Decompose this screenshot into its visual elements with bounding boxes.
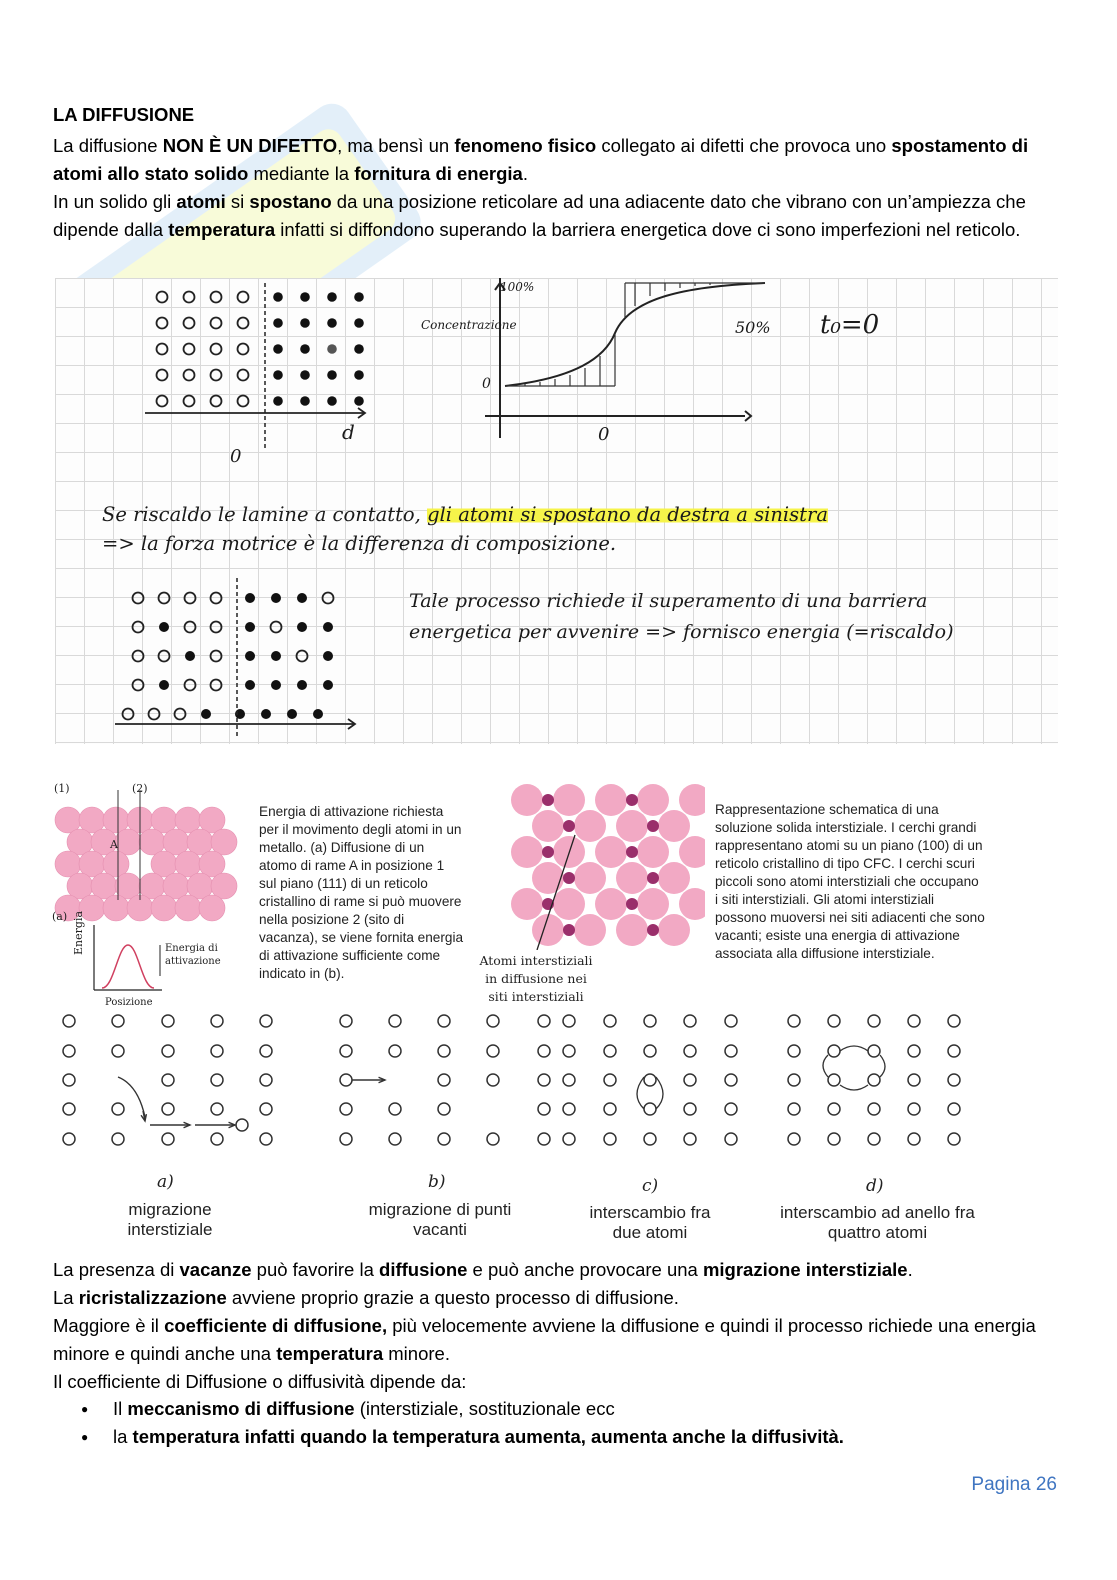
host-atom — [658, 862, 690, 894]
copper-lattice-figure — [52, 780, 252, 1010]
open-atom — [133, 651, 144, 662]
filled-atom — [300, 292, 310, 302]
lattice-site — [340, 1103, 352, 1115]
copper-atom — [151, 895, 177, 921]
host-atom — [658, 914, 690, 946]
lattice-site — [340, 1133, 352, 1145]
host-atom — [679, 836, 705, 868]
interstitial-atom — [626, 898, 638, 910]
lattice-site — [63, 1074, 75, 1086]
ring-arrow — [840, 1085, 868, 1090]
filled-atom — [323, 622, 333, 632]
host-atom — [595, 888, 627, 920]
open-atom — [184, 344, 195, 355]
open-atom — [185, 593, 196, 604]
lattice-site — [604, 1015, 616, 1027]
filled-atom — [354, 318, 364, 328]
energy-axis-label: Energia — [72, 911, 85, 955]
label-A: A — [110, 838, 118, 851]
mechanism-a-letter: a) — [157, 1172, 174, 1192]
lattice-site — [487, 1015, 499, 1027]
lattice-site — [908, 1074, 920, 1086]
mechanism-d-label: interscambio ad anello fra quattro atomi — [780, 1203, 975, 1242]
lattice-site — [260, 1074, 272, 1086]
open-atom — [184, 370, 195, 381]
interstitial-lattice-figure — [505, 780, 705, 950]
lattice-diagram-2 — [110, 578, 370, 738]
filled-atom — [245, 680, 255, 690]
filled-atom — [323, 651, 333, 661]
open-atom — [184, 318, 195, 329]
lattice-site — [260, 1045, 272, 1057]
host-atom — [637, 836, 669, 868]
lattice-site — [538, 1103, 550, 1115]
open-atom — [211, 651, 222, 662]
lattice-site — [725, 1103, 737, 1115]
open-atom — [211, 292, 222, 303]
open-atom — [323, 593, 334, 604]
lattice-site — [868, 1045, 880, 1057]
filled-atom — [287, 709, 297, 719]
filled-atom — [297, 680, 307, 690]
open-atom — [185, 622, 196, 633]
lattice-site — [948, 1133, 960, 1145]
lattice-site — [948, 1015, 960, 1027]
lattice-site — [438, 1103, 450, 1115]
filled-atom — [354, 292, 364, 302]
lattice-site — [211, 1133, 223, 1145]
lattice-site — [828, 1133, 840, 1145]
lattice-site — [563, 1045, 575, 1057]
lattice-site — [868, 1133, 880, 1145]
filled-atom — [354, 344, 364, 354]
lattice-site — [211, 1045, 223, 1057]
lattice-site — [438, 1045, 450, 1057]
filled-atom — [271, 651, 281, 661]
lattice-site — [908, 1045, 920, 1057]
handwritten-notes-panel — [55, 278, 1058, 744]
note-line-1 — [102, 503, 828, 526]
interstitial-atom — [563, 820, 575, 832]
open-atom — [159, 651, 170, 662]
lattice-site — [788, 1103, 800, 1115]
lattice-site — [162, 1045, 174, 1057]
mechanism-c-letter: c) — [642, 1176, 659, 1196]
filled-atom — [327, 292, 337, 302]
graph-t0-label: t₀=0 — [820, 310, 880, 340]
open-atom — [133, 593, 144, 604]
note-line-3: Tale processo richiede il superamento di una barriera — [409, 590, 928, 612]
note-line-4: energetica per avvenire => fornisco energia (=riscaldo) — [409, 621, 954, 643]
ring-arrow — [823, 1055, 828, 1077]
lattice-site — [260, 1015, 272, 1027]
lattice-site — [162, 1074, 174, 1086]
filled-atom — [327, 396, 337, 406]
lattice-site — [211, 1015, 223, 1027]
filled-atom — [201, 709, 211, 719]
migrating-atom — [236, 1119, 248, 1131]
open-atom — [184, 396, 195, 407]
lattice-site — [260, 1133, 272, 1145]
lattice-site — [487, 1045, 499, 1057]
lattice-site — [538, 1074, 550, 1086]
open-atom — [238, 370, 249, 381]
lattice-site — [644, 1103, 656, 1115]
filled-atom — [273, 344, 283, 354]
lattice-site — [112, 1103, 124, 1115]
graph-zero-y: 0 — [482, 376, 491, 392]
ring-arrow — [880, 1055, 885, 1077]
lattice-site — [828, 1045, 840, 1057]
filled-atom — [327, 344, 337, 354]
lattice-site — [538, 1133, 550, 1145]
interstitial-atom — [563, 872, 575, 884]
mechanism-b-label: migrazione di punti vacanti — [368, 1200, 512, 1239]
host-atom — [616, 914, 648, 946]
lattice-site — [828, 1103, 840, 1115]
open-atom — [184, 292, 195, 303]
list-item: ● la temperatura infatti quando la temperatura aumenta, aumenta anche la diffusività. — [113, 1423, 1093, 1451]
open-atom — [175, 709, 186, 720]
lattice-site — [604, 1074, 616, 1086]
open-atom — [211, 344, 222, 355]
lattice-site — [868, 1103, 880, 1115]
filled-atom — [297, 593, 307, 603]
lattice-site — [948, 1103, 960, 1115]
filled-atom — [245, 651, 255, 661]
lattice-site — [725, 1133, 737, 1145]
lattice-site — [604, 1103, 616, 1115]
lattice-site — [389, 1133, 401, 1145]
filled-atom — [159, 680, 169, 690]
position-axis-label: Posizione — [105, 997, 153, 1008]
concentration-graph — [465, 278, 795, 448]
lattice-site — [948, 1045, 960, 1057]
host-atom — [574, 914, 606, 946]
open-atom — [157, 318, 168, 329]
open-atom — [133, 680, 144, 691]
lattice-site — [487, 1074, 499, 1086]
note-line-2: => la forza motrice è la differenza di composizione. — [102, 532, 617, 555]
caption-interstitial-solution: Rappresentazione schematica di una soluzione solida interstiziale. I cerchi grandi rappresentano atomi su un piano (100) di un reticolo cristallino di tipo CFC. I cerchi scuri piccoli sono atomi interstiziali che occupano i siti interstiziali. Gli atomi interstiziali possono muoversi nei siti adiacenti che sono vacanti; esiste una energia di attivazione associata alla diffusione interstiziale. — [715, 802, 985, 961]
filled-atom — [159, 622, 169, 632]
diffusion-mechanisms-diagram — [50, 1005, 980, 1155]
lattice-site — [563, 1103, 575, 1115]
filled-atom — [297, 622, 307, 632]
host-atom — [553, 784, 585, 816]
note-line-1-highlight: gli atomi si spostano da destra a sinistra — [427, 503, 828, 526]
lattice-site — [563, 1074, 575, 1086]
host-atom — [658, 810, 690, 842]
lattice-site — [868, 1015, 880, 1027]
open-atom — [271, 622, 282, 633]
filled-atom — [273, 292, 283, 302]
host-atom — [511, 888, 543, 920]
open-atom — [159, 593, 170, 604]
lattice-site — [908, 1103, 920, 1115]
body-paragraph-1: La presenza di vacanze può favorire la diffusione e può anche provocare una migrazione interstiziale. — [53, 1259, 913, 1280]
lattice-site — [868, 1074, 880, 1086]
graph-50-label: 50% — [735, 318, 771, 337]
lattice-site — [63, 1015, 75, 1027]
filled-atom — [273, 396, 283, 406]
note-line-1-plain: Se riscaldo le lamine a contatto, — [102, 503, 421, 526]
lattice-site — [948, 1074, 960, 1086]
interstitial-atom — [542, 846, 554, 858]
filled-atom — [354, 370, 364, 380]
lattice-site — [162, 1015, 174, 1027]
activation-energy-label: Energia di attivazione — [165, 943, 221, 967]
interstitial-atom — [647, 924, 659, 936]
lattice-site — [788, 1133, 800, 1145]
host-atom — [595, 836, 627, 868]
filled-atom — [300, 396, 310, 406]
filled-atom — [271, 593, 281, 603]
lattice-site — [908, 1015, 920, 1027]
filled-atom — [273, 370, 283, 380]
filled-atom — [300, 370, 310, 380]
lattice-site — [438, 1074, 450, 1086]
host-atom — [511, 836, 543, 868]
lattice-site — [684, 1074, 696, 1086]
mechanism-a-label: migrazione interstiziale — [127, 1200, 213, 1239]
open-atom — [157, 370, 168, 381]
host-atom — [532, 810, 564, 842]
lattice-site — [389, 1015, 401, 1027]
lattice-site — [563, 1015, 575, 1027]
lattice-site — [211, 1074, 223, 1086]
host-atom — [637, 888, 669, 920]
host-atom — [511, 784, 543, 816]
lattice-site — [487, 1133, 499, 1145]
lattice-site — [644, 1015, 656, 1027]
lattice-site — [684, 1015, 696, 1027]
lattice-site — [389, 1103, 401, 1115]
host-atom — [574, 862, 606, 894]
lattice-site — [211, 1103, 223, 1115]
host-atom — [574, 810, 606, 842]
label-1: (1) — [54, 782, 70, 795]
open-atom — [123, 709, 134, 720]
lattice-site — [112, 1045, 124, 1057]
host-atom — [616, 862, 648, 894]
host-atom — [679, 888, 705, 920]
filled-atom — [185, 651, 195, 661]
filled-atom — [273, 318, 283, 328]
lattice-site — [538, 1015, 550, 1027]
lattice-site — [162, 1133, 174, 1145]
lattice-site — [340, 1074, 352, 1086]
filled-atom — [323, 680, 333, 690]
lattice-site — [438, 1133, 450, 1145]
copper-atom — [175, 895, 201, 921]
lattice-d-label: d — [342, 420, 355, 444]
interstitial-atom — [563, 924, 575, 936]
lattice-site — [340, 1015, 352, 1027]
body-paragraph-3: Maggiore è il coefficiente di diffusione, più velocemente avviene la diffusione e quindi il processo richiede una energia minore e quindi anche una temperatura minore. — [53, 1315, 1036, 1365]
lattice-site — [538, 1045, 550, 1057]
mechanism-d-letter: d) — [866, 1176, 884, 1196]
lattice-site — [63, 1045, 75, 1057]
host-atom — [637, 784, 669, 816]
lattice-site — [438, 1015, 450, 1027]
open-atom — [211, 370, 222, 381]
filled-atom — [245, 622, 255, 632]
ring-arrow — [840, 1046, 868, 1051]
body-paragraph-2: La ricristalizzazione avviene proprio grazie a questo processo di diffusione. — [53, 1287, 679, 1308]
intro-paragraph-2: In un solido gli atomi si spostano da una posizione reticolare ad una adiacente dato che vibrano con un’ampiezza che dipende dalla temperatura infatti si diffondono superando la barriera energetica dove ci sono imperfezioni nel reticolo. — [53, 191, 1026, 241]
host-atom — [553, 888, 585, 920]
arrow — [118, 1077, 145, 1117]
open-atom — [211, 396, 222, 407]
lattice-site — [788, 1074, 800, 1086]
lattice-site — [162, 1103, 174, 1115]
filled-atom — [271, 680, 281, 690]
graph-zero-x: 0 — [598, 424, 610, 445]
host-atom — [595, 784, 627, 816]
open-atom — [211, 593, 222, 604]
open-atom — [157, 344, 168, 355]
filled-atom — [300, 318, 310, 328]
host-atom — [532, 862, 564, 894]
caption-activation-energy: Energia di attivazione richiesta per il movimento degli atomi in un metallo. (a) Diffusione di un atomo di rame A in posizione 1 sul piano (111) di un reticolo cristallino di rame si può muovere nella posizione 2 (sito di vacanza), se viene fornita energia di attivazione sufficiente come indicato in (b). — [259, 804, 464, 981]
graph-concentration-label: Concentrazione — [421, 318, 517, 332]
lattice-diagram-1 — [135, 283, 375, 478]
intro-paragraph-1: La diffusione NON È UN DIFETTO, ma bensì un fenomeno fisico collegato ai difetti che provoca uno spostamento di atomi allo stato solido mediante la fornitura di energia. — [53, 135, 1029, 185]
lattice-site — [389, 1045, 401, 1057]
host-atom — [616, 810, 648, 842]
open-atom — [238, 396, 249, 407]
open-atom — [211, 680, 222, 691]
host-atom — [532, 914, 564, 946]
interstitial-atom — [647, 872, 659, 884]
lattice-site — [828, 1074, 840, 1086]
lattice-site — [112, 1015, 124, 1027]
lattice-site — [684, 1045, 696, 1057]
filled-atom — [313, 709, 323, 719]
lattice-site — [112, 1133, 124, 1145]
open-atom — [185, 680, 196, 691]
open-atom — [238, 344, 249, 355]
filled-atom — [327, 318, 337, 328]
lattice-site — [340, 1045, 352, 1057]
open-atom — [211, 622, 222, 633]
open-atom — [133, 622, 144, 633]
body-paragraph-4: Il coefficiente di Diffusione o diffusività dipende da: — [53, 1371, 467, 1392]
lattice-site — [63, 1103, 75, 1115]
lattice-zero-label: 0 — [230, 446, 242, 467]
filled-atom — [261, 709, 271, 719]
host-atom — [679, 784, 705, 816]
copper-atom — [103, 895, 129, 921]
mechanism-b-letter: b) — [428, 1172, 446, 1192]
lattice-site — [725, 1015, 737, 1027]
lattice-site — [563, 1133, 575, 1145]
lattice-site — [604, 1045, 616, 1057]
exchange-arrow — [656, 1077, 663, 1109]
lattice-site — [260, 1103, 272, 1115]
interstitial-atom — [542, 794, 554, 806]
page-title: LA DIFFUSIONE — [53, 104, 195, 125]
list-item: ● Il meccanismo di diffusione (interstiziale, sostituzionale ecc — [113, 1395, 1093, 1423]
open-atom — [157, 292, 168, 303]
open-atom — [211, 318, 222, 329]
label-2: (2) — [132, 782, 148, 795]
filled-atom — [354, 396, 364, 406]
lattice-site — [725, 1074, 737, 1086]
page-number: Pagina 26 — [971, 1474, 1057, 1495]
lattice-site — [788, 1045, 800, 1057]
lattice-site — [604, 1133, 616, 1145]
interstitial-atom — [626, 794, 638, 806]
filled-atom — [245, 593, 255, 603]
lattice-site — [788, 1015, 800, 1027]
filled-atom — [300, 344, 310, 354]
interstitial-atom — [626, 846, 638, 858]
copper-atom — [199, 895, 225, 921]
open-atom — [238, 318, 249, 329]
open-atom — [157, 396, 168, 407]
filled-atom — [327, 370, 337, 380]
label-a: (a) — [52, 910, 68, 923]
lattice-site — [644, 1133, 656, 1145]
lattice-site — [684, 1103, 696, 1115]
open-atom — [238, 292, 249, 303]
open-atom — [297, 651, 308, 662]
lattice-site — [828, 1015, 840, 1027]
lattice-site — [684, 1133, 696, 1145]
mechanism-c-label: interscambio fra due atomi — [589, 1203, 711, 1242]
lattice-site — [908, 1133, 920, 1145]
diffusivity-factors-list — [53, 1395, 1093, 1452]
lattice-site — [644, 1045, 656, 1057]
interstitial-atom — [647, 820, 659, 832]
lattice-site — [63, 1133, 75, 1145]
exchange-arrow — [637, 1077, 644, 1109]
lattice-site — [725, 1045, 737, 1057]
interstitial-atoms-label: Atomi interstiziali in diffusione nei siti interstiziali — [479, 953, 593, 1004]
lattice-site — [644, 1074, 656, 1086]
open-atom — [149, 709, 160, 720]
graph-100-label: 100% — [500, 280, 535, 294]
